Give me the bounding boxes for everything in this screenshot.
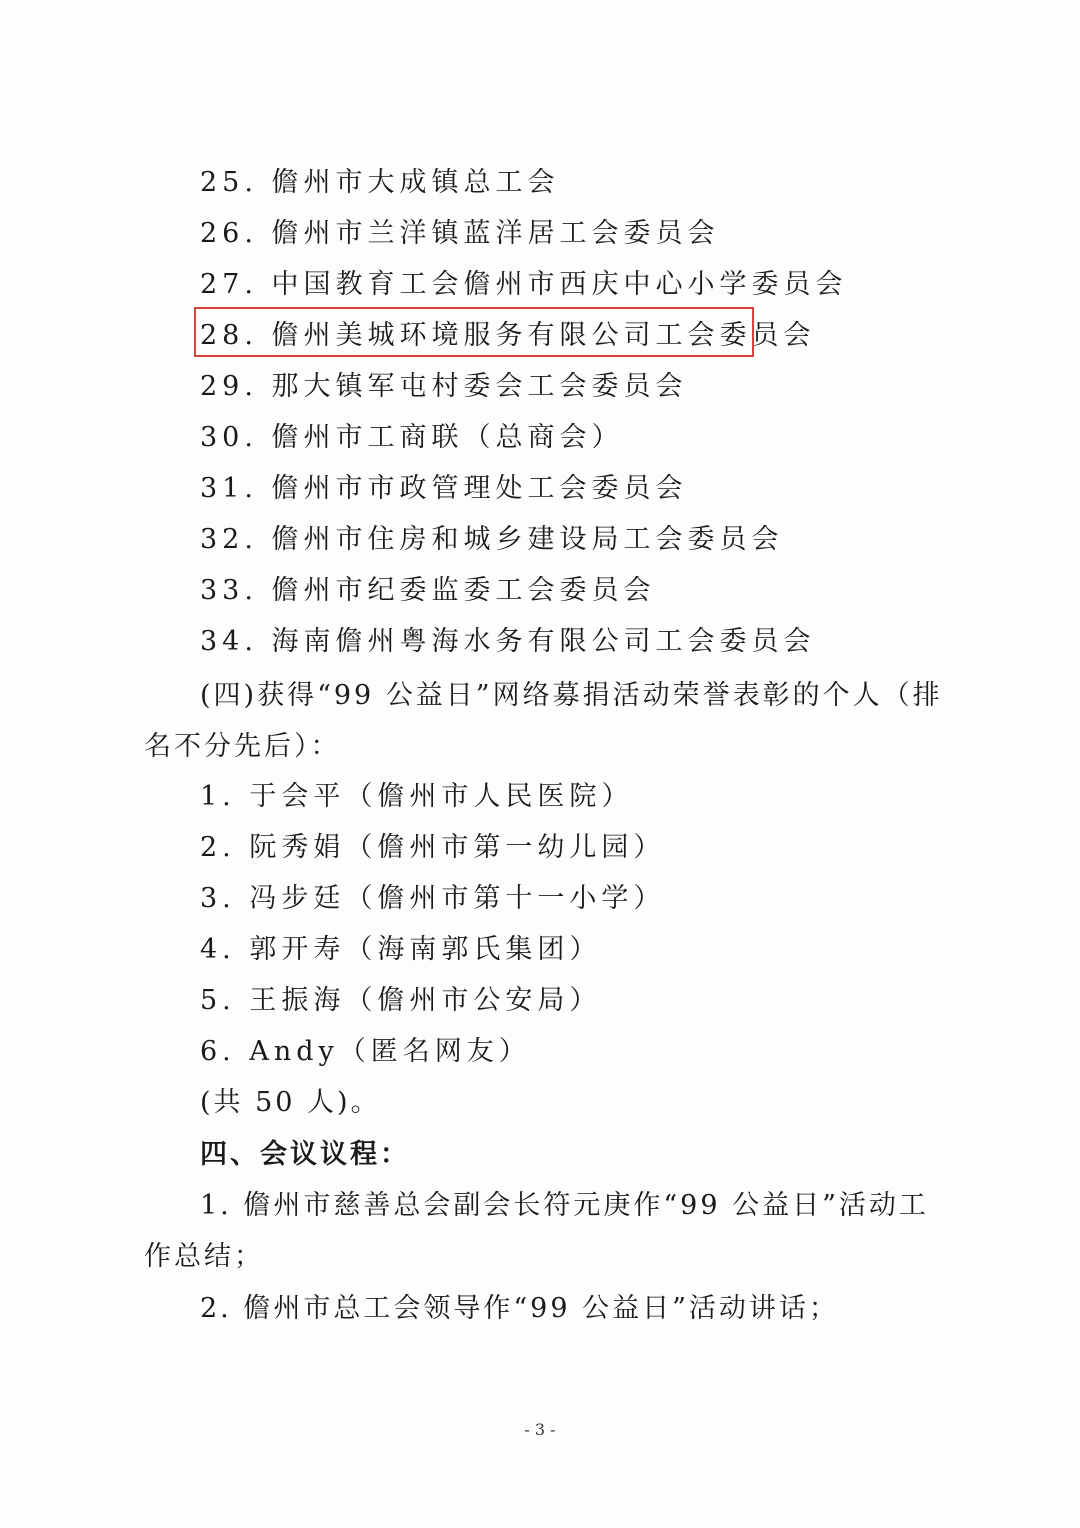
org-item-30: 30. 儋州市工商联（总商会） (200, 422, 624, 453)
org-item-31: 31. 儋州市市政管理处工会委员会 (200, 473, 688, 504)
individual-item-3: 3. 冯步廷（儋州市第十一小学） (200, 883, 666, 914)
org-item-34: 34. 海南儋州粤海水务有限公司工会委员会 (200, 626, 816, 657)
individual-item-6: 6. Andy（匿名网友） (200, 1036, 531, 1067)
org-item-26: 26. 儋州市兰洋镇蓝洋居工会委员会 (200, 218, 720, 249)
individual-item-2: 2. 阮秀娟（儋州市第一幼儿园） (200, 832, 666, 863)
individual-item-1: 1. 于会平（儋州市人民医院） (200, 781, 634, 812)
agenda-item-1: 1. 儋州市慈善总会副会长符元庚作“99 公益日”活动工作总结； (144, 1190, 929, 1272)
agenda-heading: 四、会议议程： (200, 1139, 410, 1170)
org-item-27: 27. 中国教育工会儋州市西庆中心小学委员会 (200, 269, 848, 300)
org-item-32: 32. 儋州市住房和城乡建设局工会委员会 (200, 524, 784, 555)
org-item-28: 28. 儋州美城环境服务有限公司工会委员会 (200, 320, 816, 351)
org-item-29: 29. 那大镇军屯村委会工会委员会 (200, 371, 688, 402)
agenda-item-2: 2. 儋州市总工会领导作“99 公益日”活动讲话； (200, 1293, 839, 1324)
total-count: (共 50 人)。 (200, 1087, 381, 1118)
org-item-25: 25. 儋州市大成镇总工会 (200, 167, 560, 198)
individual-item-4: 4. 郭开寿（海南郭氏集团） (200, 934, 602, 965)
page-number: - 3 - (524, 1420, 556, 1439)
individual-item-5: 5. 王振海（儋州市公安局） (200, 985, 602, 1016)
org-item-33: 33. 儋州市纪委监委工会委员会 (200, 575, 656, 606)
highlight-box (194, 307, 754, 357)
individuals-heading: (四)获得“99 公益日”网络募捐活动荣誉表彰的个人（排名不分先后）： (144, 680, 943, 762)
